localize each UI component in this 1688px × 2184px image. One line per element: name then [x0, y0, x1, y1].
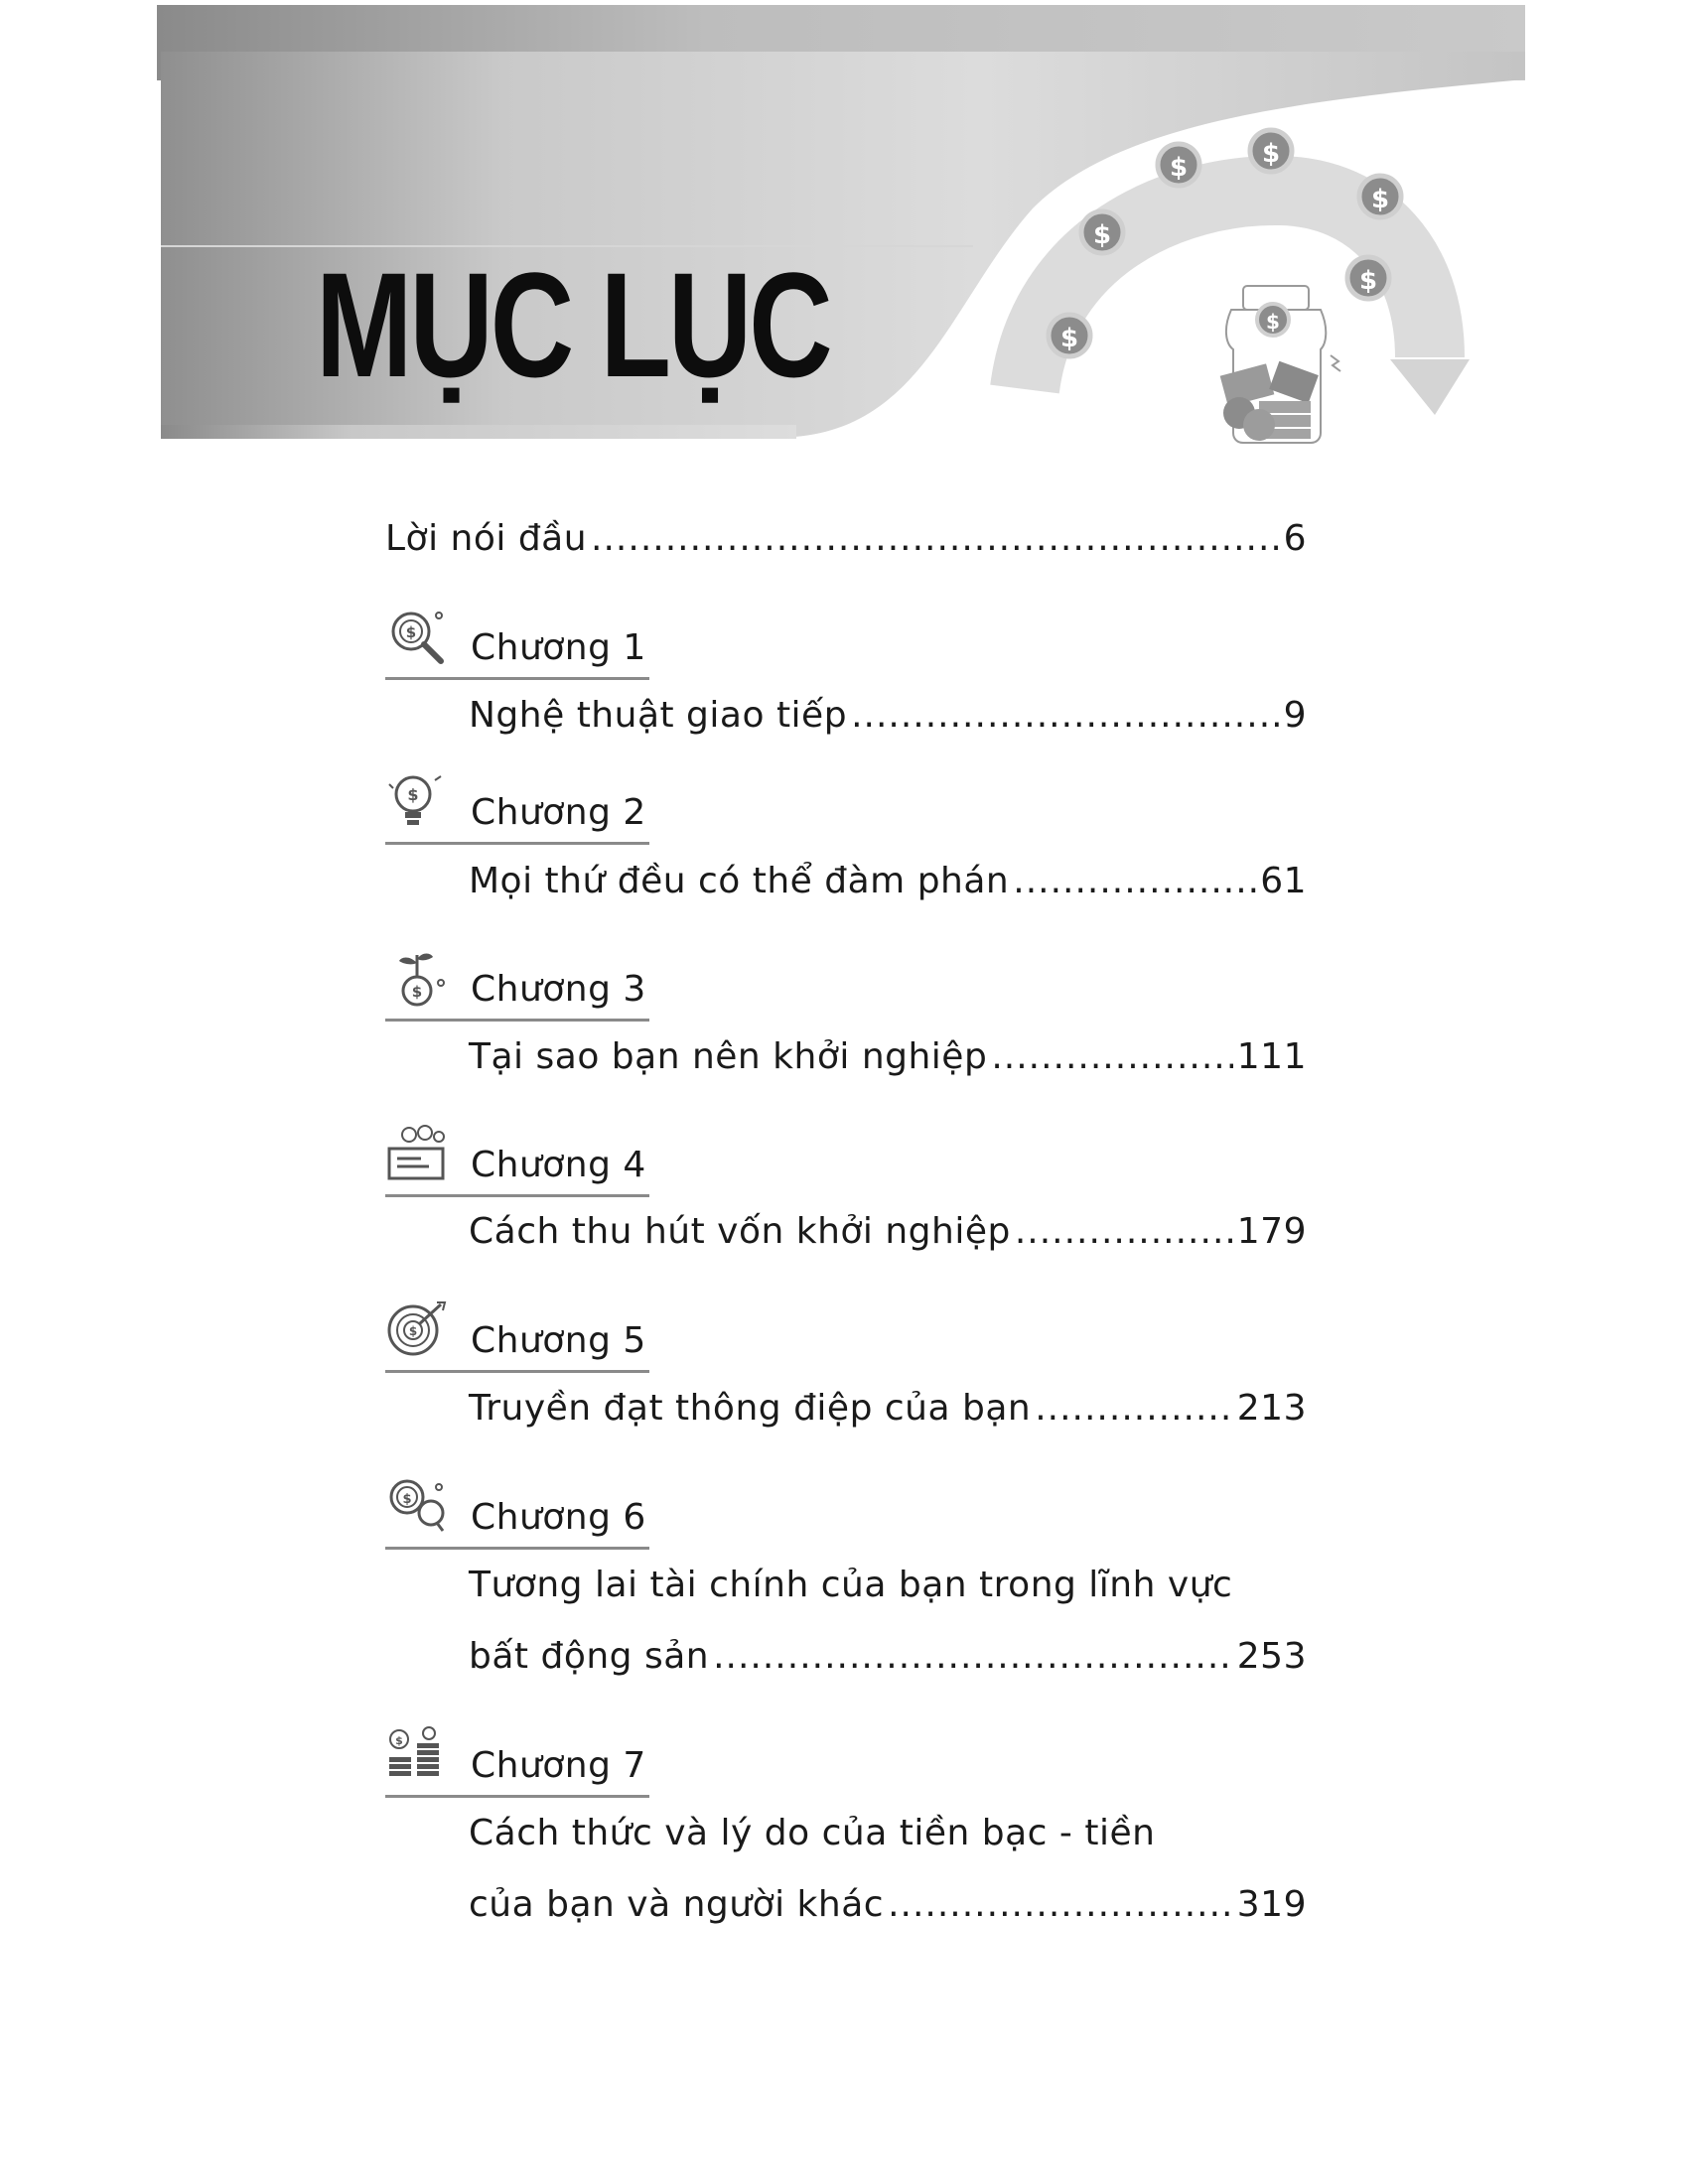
dot-leader — [851, 695, 1280, 736]
chat-coin-icon — [385, 1475, 449, 1539]
chapter-underline — [385, 1547, 649, 1550]
page-number: 9 — [1283, 695, 1307, 736]
chapter-heading — [385, 606, 649, 687]
chapter-label: Chương 6 — [471, 1497, 646, 1538]
entry-title: Tại sao bạn nên khởi nghiệp — [469, 1036, 988, 1077]
svg-text:$: $ — [1261, 139, 1281, 169]
chapter-heading — [385, 1475, 649, 1557]
entry-title: Cách thu hút vốn khởi nghiệp — [469, 1211, 1011, 1252]
entry-title: Lời nói đầu — [385, 518, 588, 559]
toc-entry-chapter-7[interactable] — [469, 1884, 1307, 1925]
svg-text:$: $ — [1370, 185, 1390, 214]
cheque-coins-icon — [385, 1123, 449, 1186]
svg-text:$: $ — [402, 1492, 412, 1507]
page-number: 253 — [1236, 1636, 1307, 1677]
toc-entry-chapter-1[interactable] — [469, 695, 1307, 736]
target-coin-icon — [385, 1298, 449, 1362]
entry-title: Mọi thứ đều có thể đàm phán — [469, 861, 1010, 901]
chapter-label: Chương 5 — [471, 1320, 646, 1361]
chapter-label: Chương 4 — [471, 1145, 646, 1185]
toc-entry-chapter-7-line-1[interactable]: Cách thức và lý do của tiền bạc - tiền — [469, 1813, 1156, 1853]
svg-text:$: $ — [1358, 266, 1378, 296]
coin-stacks-icon — [385, 1723, 449, 1787]
toc-entry-chapter-2[interactable] — [469, 861, 1307, 901]
chapter-underline — [385, 1194, 649, 1197]
toc-entry-preface[interactable] — [385, 518, 1307, 559]
chapter-heading — [385, 770, 649, 852]
dot-leader — [1035, 1388, 1233, 1429]
chapter-heading — [385, 947, 649, 1028]
chapter-label: Chương 7 — [471, 1745, 646, 1786]
svg-text:$: $ — [407, 785, 419, 804]
chapter-underline — [385, 842, 649, 845]
toc-entry-chapter-4[interactable] — [469, 1211, 1307, 1252]
chapter-heading — [385, 1123, 649, 1204]
entry-title: của bạn và người khác — [469, 1884, 885, 1925]
dot-leader — [1013, 861, 1256, 901]
chapter-underline — [385, 1795, 649, 1798]
chapter-heading — [385, 1298, 649, 1380]
entry-title: Truyền đạt thông điệp của bạn — [469, 1388, 1032, 1429]
money-plant-icon — [385, 947, 449, 1011]
chapter-label: Chương 2 — [471, 792, 646, 833]
chapter-underline — [385, 1370, 649, 1373]
chapter-heading — [385, 1723, 649, 1805]
page-number: 179 — [1236, 1211, 1307, 1252]
chapter-underline — [385, 677, 649, 680]
toc-entry-chapter-3[interactable] — [469, 1036, 1307, 1077]
svg-text:$: $ — [1059, 324, 1079, 353]
toc-entry-chapter-5[interactable] — [469, 1388, 1307, 1429]
svg-text:$: $ — [1169, 153, 1189, 183]
svg-text:$: $ — [408, 1324, 418, 1338]
page-number: 213 — [1236, 1388, 1307, 1429]
dot-leader — [991, 1036, 1232, 1077]
svg-text:$: $ — [395, 1734, 403, 1747]
page-number: 111 — [1236, 1036, 1307, 1077]
svg-text:$: $ — [411, 983, 423, 1001]
entry-title: bất động sản — [469, 1636, 710, 1677]
page-number: 61 — [1260, 861, 1307, 901]
magnifier-coin-icon — [385, 606, 449, 669]
lightbulb-coin-icon — [385, 770, 449, 834]
svg-text:$: $ — [1266, 310, 1280, 334]
toc-entry-chapter-6[interactable] — [469, 1636, 1307, 1677]
svg-text:$: $ — [405, 623, 417, 641]
chapter-underline — [385, 1019, 649, 1022]
page-title: MỤC LỤC — [316, 241, 830, 408]
dot-leader — [713, 1636, 1233, 1677]
page-number: 319 — [1236, 1884, 1307, 1925]
chapter-label: Chương 1 — [471, 627, 646, 668]
chapter-label: Chương 3 — [471, 969, 646, 1010]
page-number: 6 — [1283, 518, 1307, 559]
svg-text:$: $ — [1092, 220, 1112, 250]
dot-leader — [591, 518, 1280, 559]
dot-leader — [1015, 1211, 1233, 1252]
toc-entry-chapter-6-line-1[interactable]: Tương lai tài chính của bạn trong lĩnh vực — [469, 1565, 1233, 1605]
entry-title: Nghệ thuật giao tiếp — [469, 695, 848, 736]
dot-leader — [888, 1884, 1233, 1925]
